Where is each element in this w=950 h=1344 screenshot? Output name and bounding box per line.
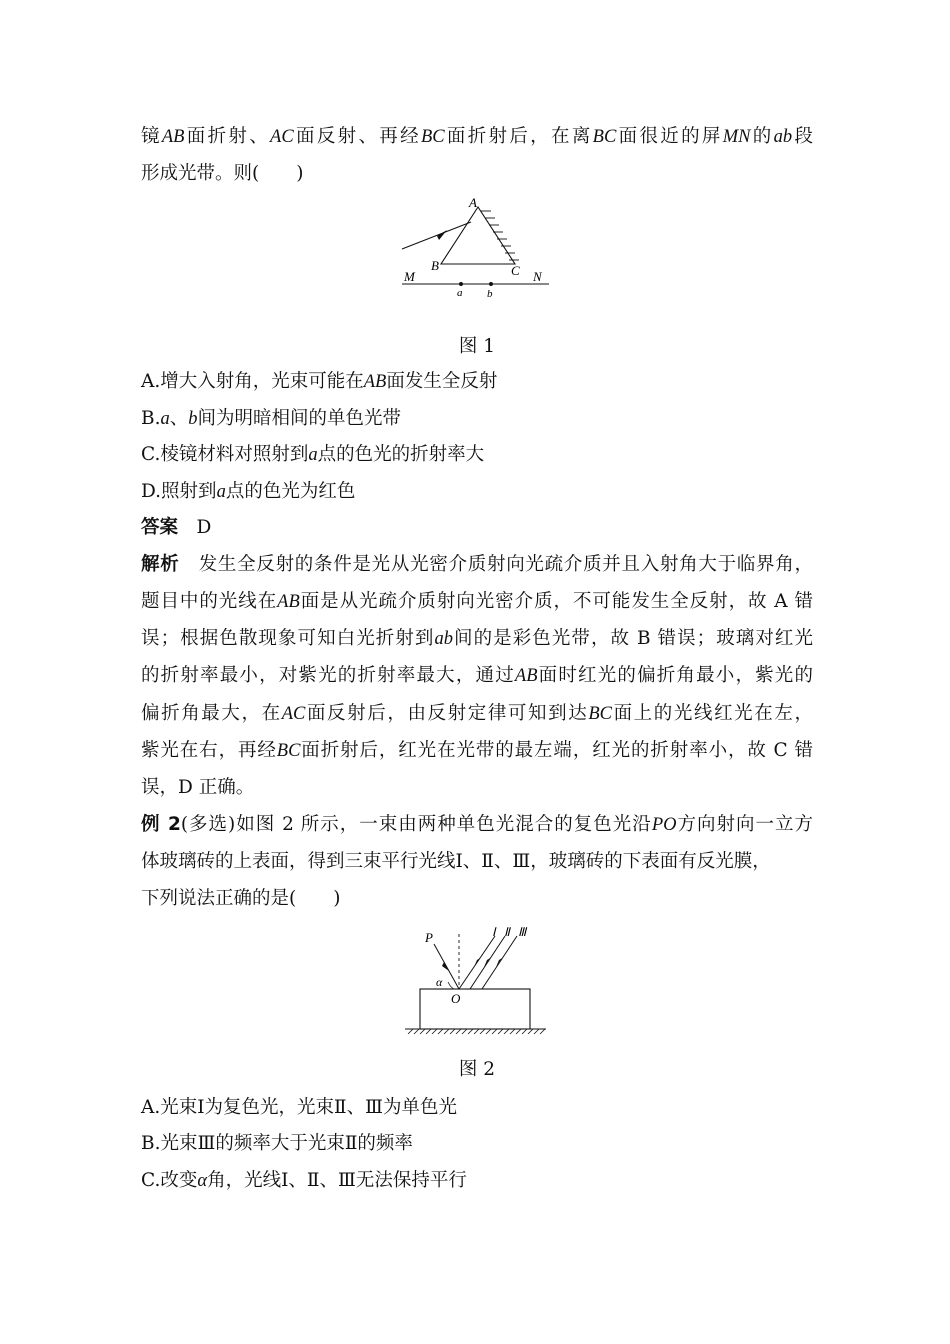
example-2-line-2: 体玻璃砖的上表面，得到三束平行光线Ⅰ、Ⅱ、Ⅲ，玻璃砖的下表面有反光膜， (141, 851, 771, 872)
angle-alpha-arc (448, 982, 456, 989)
label-ray-III: Ⅲ (518, 925, 527, 939)
option-a: A.增大入射角，光束可能在AB面发生全反射 (141, 371, 498, 392)
label-alpha: α (436, 975, 443, 989)
example-2-line-1: 例 2(多选)如图 2 所示，一束由两种单色光混合的复色光沿PO方向射向一立方 (141, 814, 813, 835)
analysis-line-6: 紫光在右，再经BC面折射后，红光在光带的最左端，红光的折射率小，故 C 错 (141, 740, 813, 761)
label-ray-I: Ⅰ (492, 925, 496, 939)
option-c: C.棱镜材料对照射到a点的色光的折射率大 (141, 444, 485, 465)
analysis-line-2: 题目中的光线在AB面是从光疏介质射向光密介质，不可能发生全反射，故 A 错 (141, 591, 813, 612)
incident-arrow (442, 962, 449, 971)
ground-hatch (408, 1029, 545, 1034)
incident-ray (402, 222, 471, 249)
option-2a: A.光束Ⅰ为复色光，光束Ⅱ、Ⅲ为单色光 (141, 1097, 457, 1118)
example-2-line-3: 下列说法正确的是( ) (141, 888, 341, 909)
option-d: D.照射到a点的色光为红色 (141, 481, 356, 502)
label-ray-II: Ⅱ (504, 925, 510, 939)
option-b: B.a、b间为明暗相间的单色光带 (141, 408, 402, 429)
figure-2-glass-brick-diagram (400, 920, 550, 1042)
label-C: C (511, 263, 520, 278)
label-P: P (425, 930, 433, 945)
label-M: M (404, 269, 415, 284)
label-b: b (487, 288, 493, 300)
option-2c: C.改变α角，光线Ⅰ、Ⅱ、Ⅲ无法保持平行 (141, 1170, 467, 1191)
prism-triangle (441, 207, 515, 264)
analysis-label: 解析 (141, 554, 180, 575)
label-N: N (533, 269, 542, 284)
label-B: B (431, 258, 439, 273)
example-2-label: 例 2 (141, 814, 181, 835)
analysis-line-7: 误，D 正确。 (141, 777, 255, 798)
intro-line-2: 形成光带。则( ) (141, 163, 304, 184)
mirror-hatch (481, 211, 519, 260)
point-a (459, 282, 463, 286)
glass-brick (420, 989, 530, 1029)
label-A: A (469, 195, 477, 210)
option-2b: B.光束Ⅲ的频率大于光束Ⅱ的频率 (141, 1133, 413, 1154)
analysis-line-1: 解析 发生全反射的条件是光从光密介质射向光疏介质并且入射角大于临界角， (141, 554, 813, 575)
figure-1-prism-diagram (399, 195, 559, 300)
label-a: a (457, 287, 463, 299)
figure-2-caption: 图 2 (458, 1059, 496, 1080)
analysis-line-5: 偏折角最大，在AC面反射后，由反射定律可知到达BC面上的光线红光在左， (141, 703, 813, 724)
analysis-line-3: 误；根据色散现象可知白光折射到ab间的是彩色光带，故 B 错误；玻璃对红光 (141, 628, 813, 649)
answer-label: 答案 (141, 517, 179, 538)
answer-value: D (196, 517, 212, 538)
answer-line (141, 516, 813, 540)
intro-line-1: 镜AB面折射、AC面反射、再经BC面折射后，在离BC面很近的屏MN的ab段 (141, 126, 813, 147)
analysis-line-4: 的折射率最小，对紫光的折射率最大，通过AB面时红光的偏折角最小，紫光的 (141, 665, 813, 686)
figure-1-caption: 图 1 (458, 336, 496, 357)
point-b (489, 282, 493, 286)
label-O: O (451, 991, 461, 1006)
